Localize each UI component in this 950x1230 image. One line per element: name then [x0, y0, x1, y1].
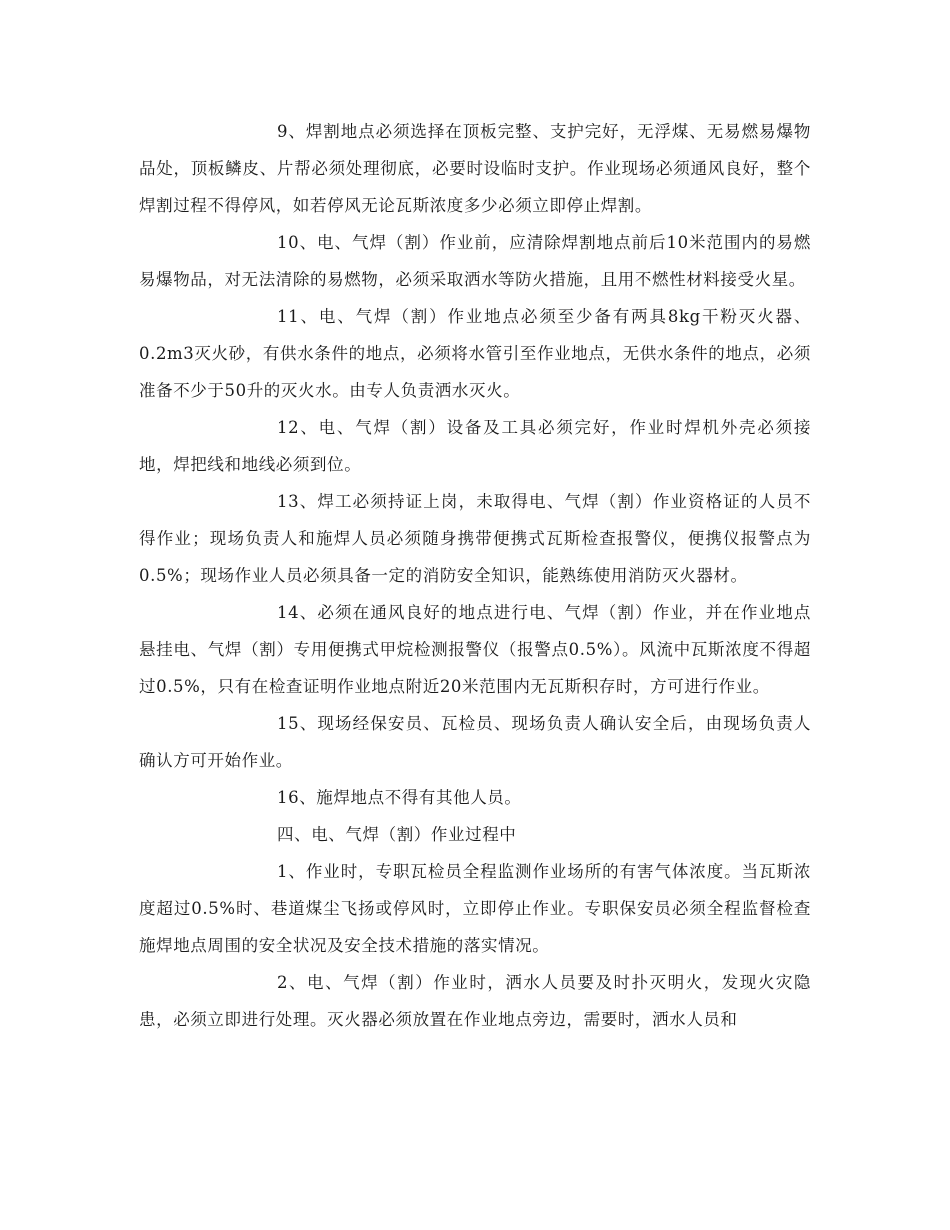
paragraph-item-10: 10、电、气焊（割）作业前，应清除焊割地点前后10米范围内的易燃易爆物品，对无法清除的易燃物，必须采取洒水等防火措施，且用不燃性材料接受火星。 — [139, 233, 811, 289]
section-heading: 四、电、气焊（割）作业过程中 — [277, 825, 517, 844]
paragraph-item-15: 15、现场经保安员、瓦检员、现场负责人确认安全后，由现场负责人确认方可开始作业。 — [139, 714, 811, 770]
document-body — [139, 113, 811, 1038]
paragraph-item-2: 2、电、气焊（割）作业时，洒水人员要及时扑灭明火，发现火灾隐患，必须立即进行处理。灭火器必须放置在作业地点旁边，需要时，洒水人员和 — [139, 973, 811, 1029]
paragraph-item-11: 11、电、气焊（割）作业地点必须至少备有两具8kg干粉灭火器、0.2m3灭火砂，有供水条件的地点，必须将水管引至作业地点，无供水条件的地点，必须准备不少于50升的灭火水。由专人负责洒水灭火。 — [139, 307, 811, 400]
paragraph-item-9: 9、焊割地点必须选择在顶板完整、支护完好，无浮煤、无易燃易爆物品处，顶板鳞皮、片帮必须处理彻底，必要时设临时支护。作业现场必须通风良好，整个焊割过程不得停风，如若停风无论瓦斯浓度多少必须立即停止焊割。 — [139, 122, 811, 215]
paragraph-item-12: 12、电、气焊（割）设备及工具必须完好，作业时焊机外壳必须接地，焊把线和地线必须到位。 — [139, 418, 811, 474]
paragraph-item-1: 1、作业时，专职瓦检员全程监测作业场所的有害气体浓度。当瓦斯浓度超过0.5%时、巷道煤尘飞扬或停风时，立即停止作业。专职保安员必须全程监督检查施焊地点周围的安全状况及安全技术措施的落实情况。 — [139, 862, 811, 955]
paragraph-item-16: 16、施焊地点不得有其他人员。 — [277, 788, 522, 807]
paragraph-item-13: 13、焊工必须持证上岗，未取得电、气焊（割）作业资格证的人员不得作业；现场负责人和施焊人员必须随身携带便携式瓦斯检查报警仪，便携仪报警点为0.5%；现场作业人员必须具备一定的消防安全知识，能熟练使用消防灭火器材。 — [139, 492, 811, 585]
paragraph-item-14: 14、必须在通风良好的地点进行电、气焊（割）作业，并在作业地点悬挂电、气焊（割）专用便携式甲烷检测报警仪（报警点0.5%）。风流中瓦斯浓度不得超过0.5%，只有在检查证明作业地点附近20米范围内无瓦斯积存时，方可进行作业。 — [139, 603, 811, 696]
